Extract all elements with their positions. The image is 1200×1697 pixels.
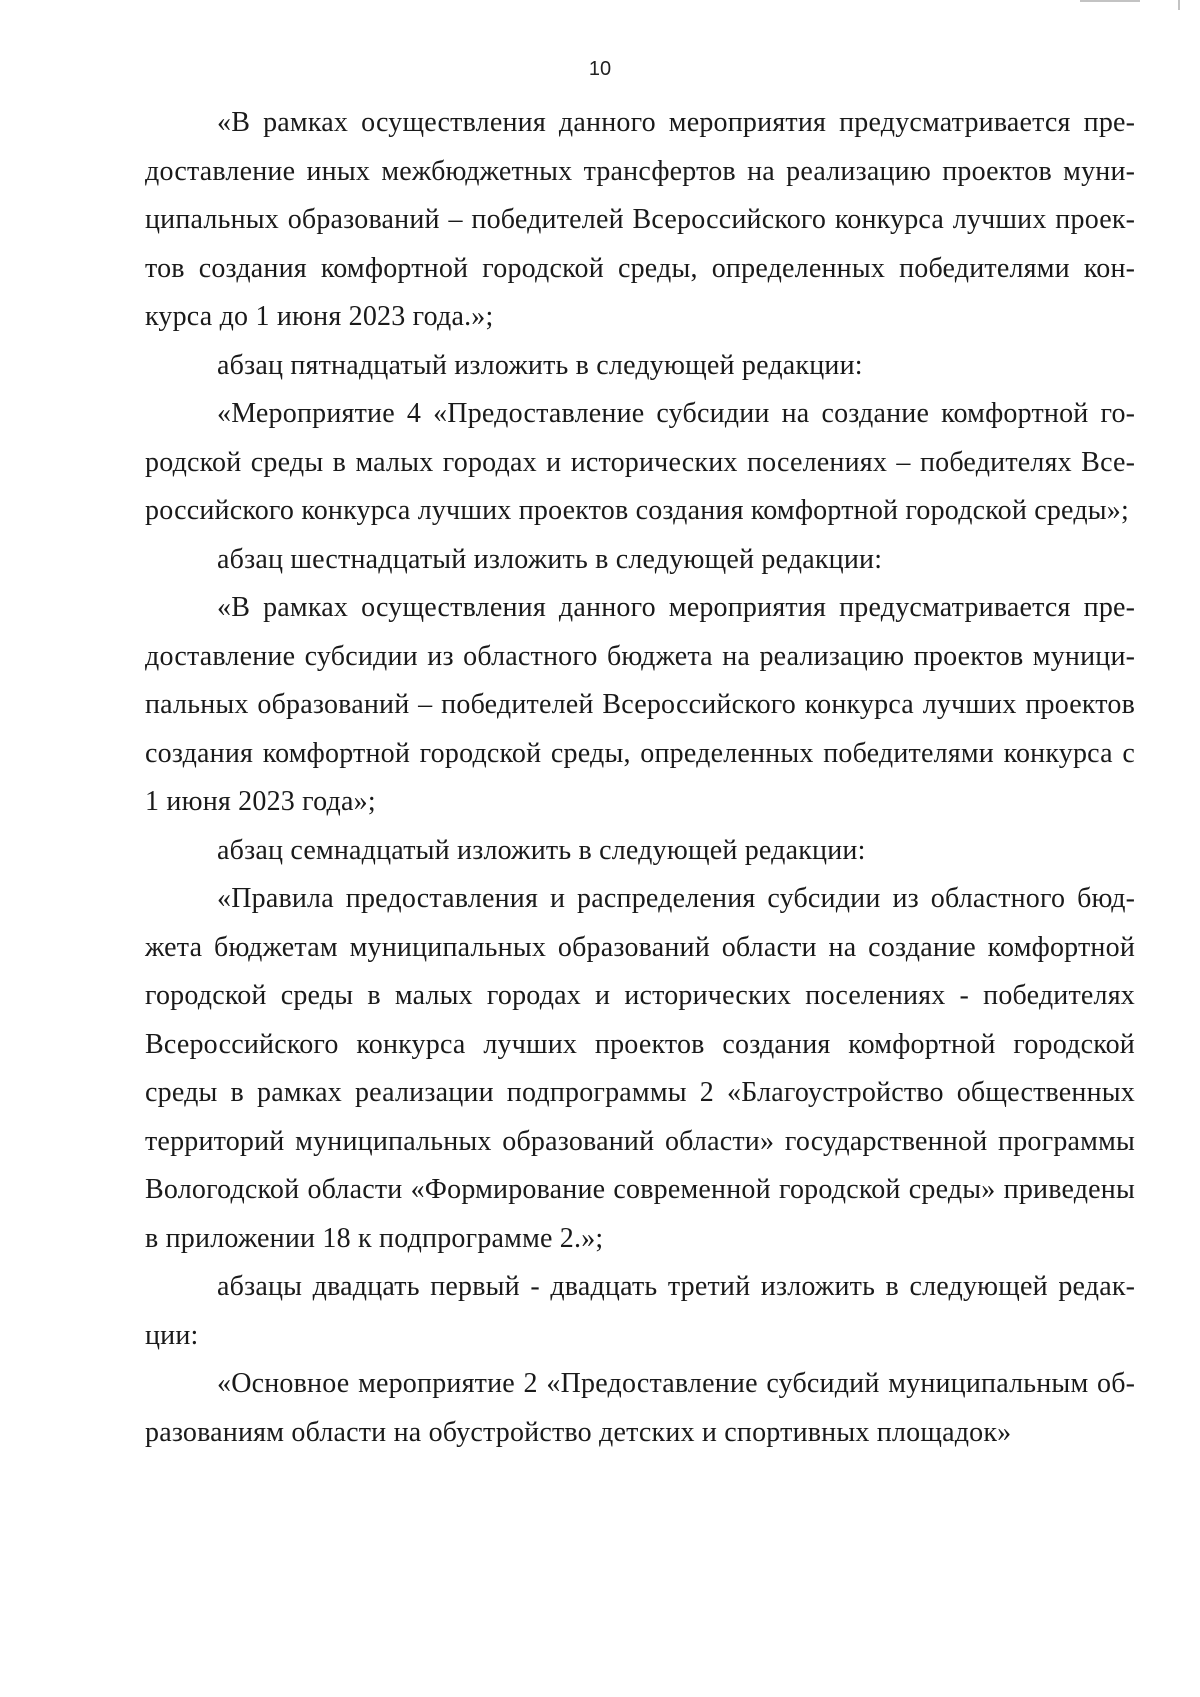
paragraph-1: «В рамках осуществления данного мероприятия предусматривается предоставление иных межбюджетных трансфертов на реализацию проектов муниципальных образований – победителей Всероссийского конкурса лучших проектов создания комфортной городской среды, определенных победителями конкурса до 1 июня 2023 года.»; [145,107,1135,332]
paragraph-8: абзацы двадцать первый - двадцать третий изложить в следующей редакции: [145,1271,1135,1351]
paragraph-3: «Мероприятие 4 «Предоставление субсидии на создание комфортной городской среды в малых городах и исторических поселениях – победителях Всероссийского конкурса лучших проектов создания комфортной городской среды»; [145,398,1135,526]
paragraph-7: «Правила предоставления и распределения субсидии из областного бюджета бюджетам муниципальных образований области на создание комфортной городской среды в малых городах и исторических поселениях - победителях Всероссийского конкурса лучших проектов создания комфортной городской среды в рамках реализации подпрограммы 2 «Благоустройство общественных территорий муниципальных образований области» государственной программы Вологодской области «Формирование современной городской среды» приведены в приложении 18 к подпрограмме 2.»; [145,883,1135,1254]
page-number: 10 [588,58,612,80]
document-body [145,99,1135,1457]
paragraph-5: «В рамках осуществления данного мероприятия предусматривается предоставление субсидии из областного бюджета на реализацию проектов муниципальных образований – победителей Всероссийского конкурса лучших проектов создания комфортной городской среды, определенных победителями конкурса с 1 июня 2023 года»; [145,592,1135,817]
paragraph-2: абзац пятнадцатый изложить в следующей редакции: [217,349,863,381]
paragraph-9: «Основное мероприятие 2 «Предоставление субсидий муниципальным образованиям области на обустройство детских и спортивных площадок» [145,1368,1135,1448]
scan-artifact-top-right [1178,0,1180,10]
paragraph-6: абзац семнадцатый изложить в следующей редакции: [217,834,866,866]
scan-artifact-top-edge [1080,0,1140,2]
paragraph-4: абзац шестнадцатый изложить в следующей редакции: [217,543,883,575]
